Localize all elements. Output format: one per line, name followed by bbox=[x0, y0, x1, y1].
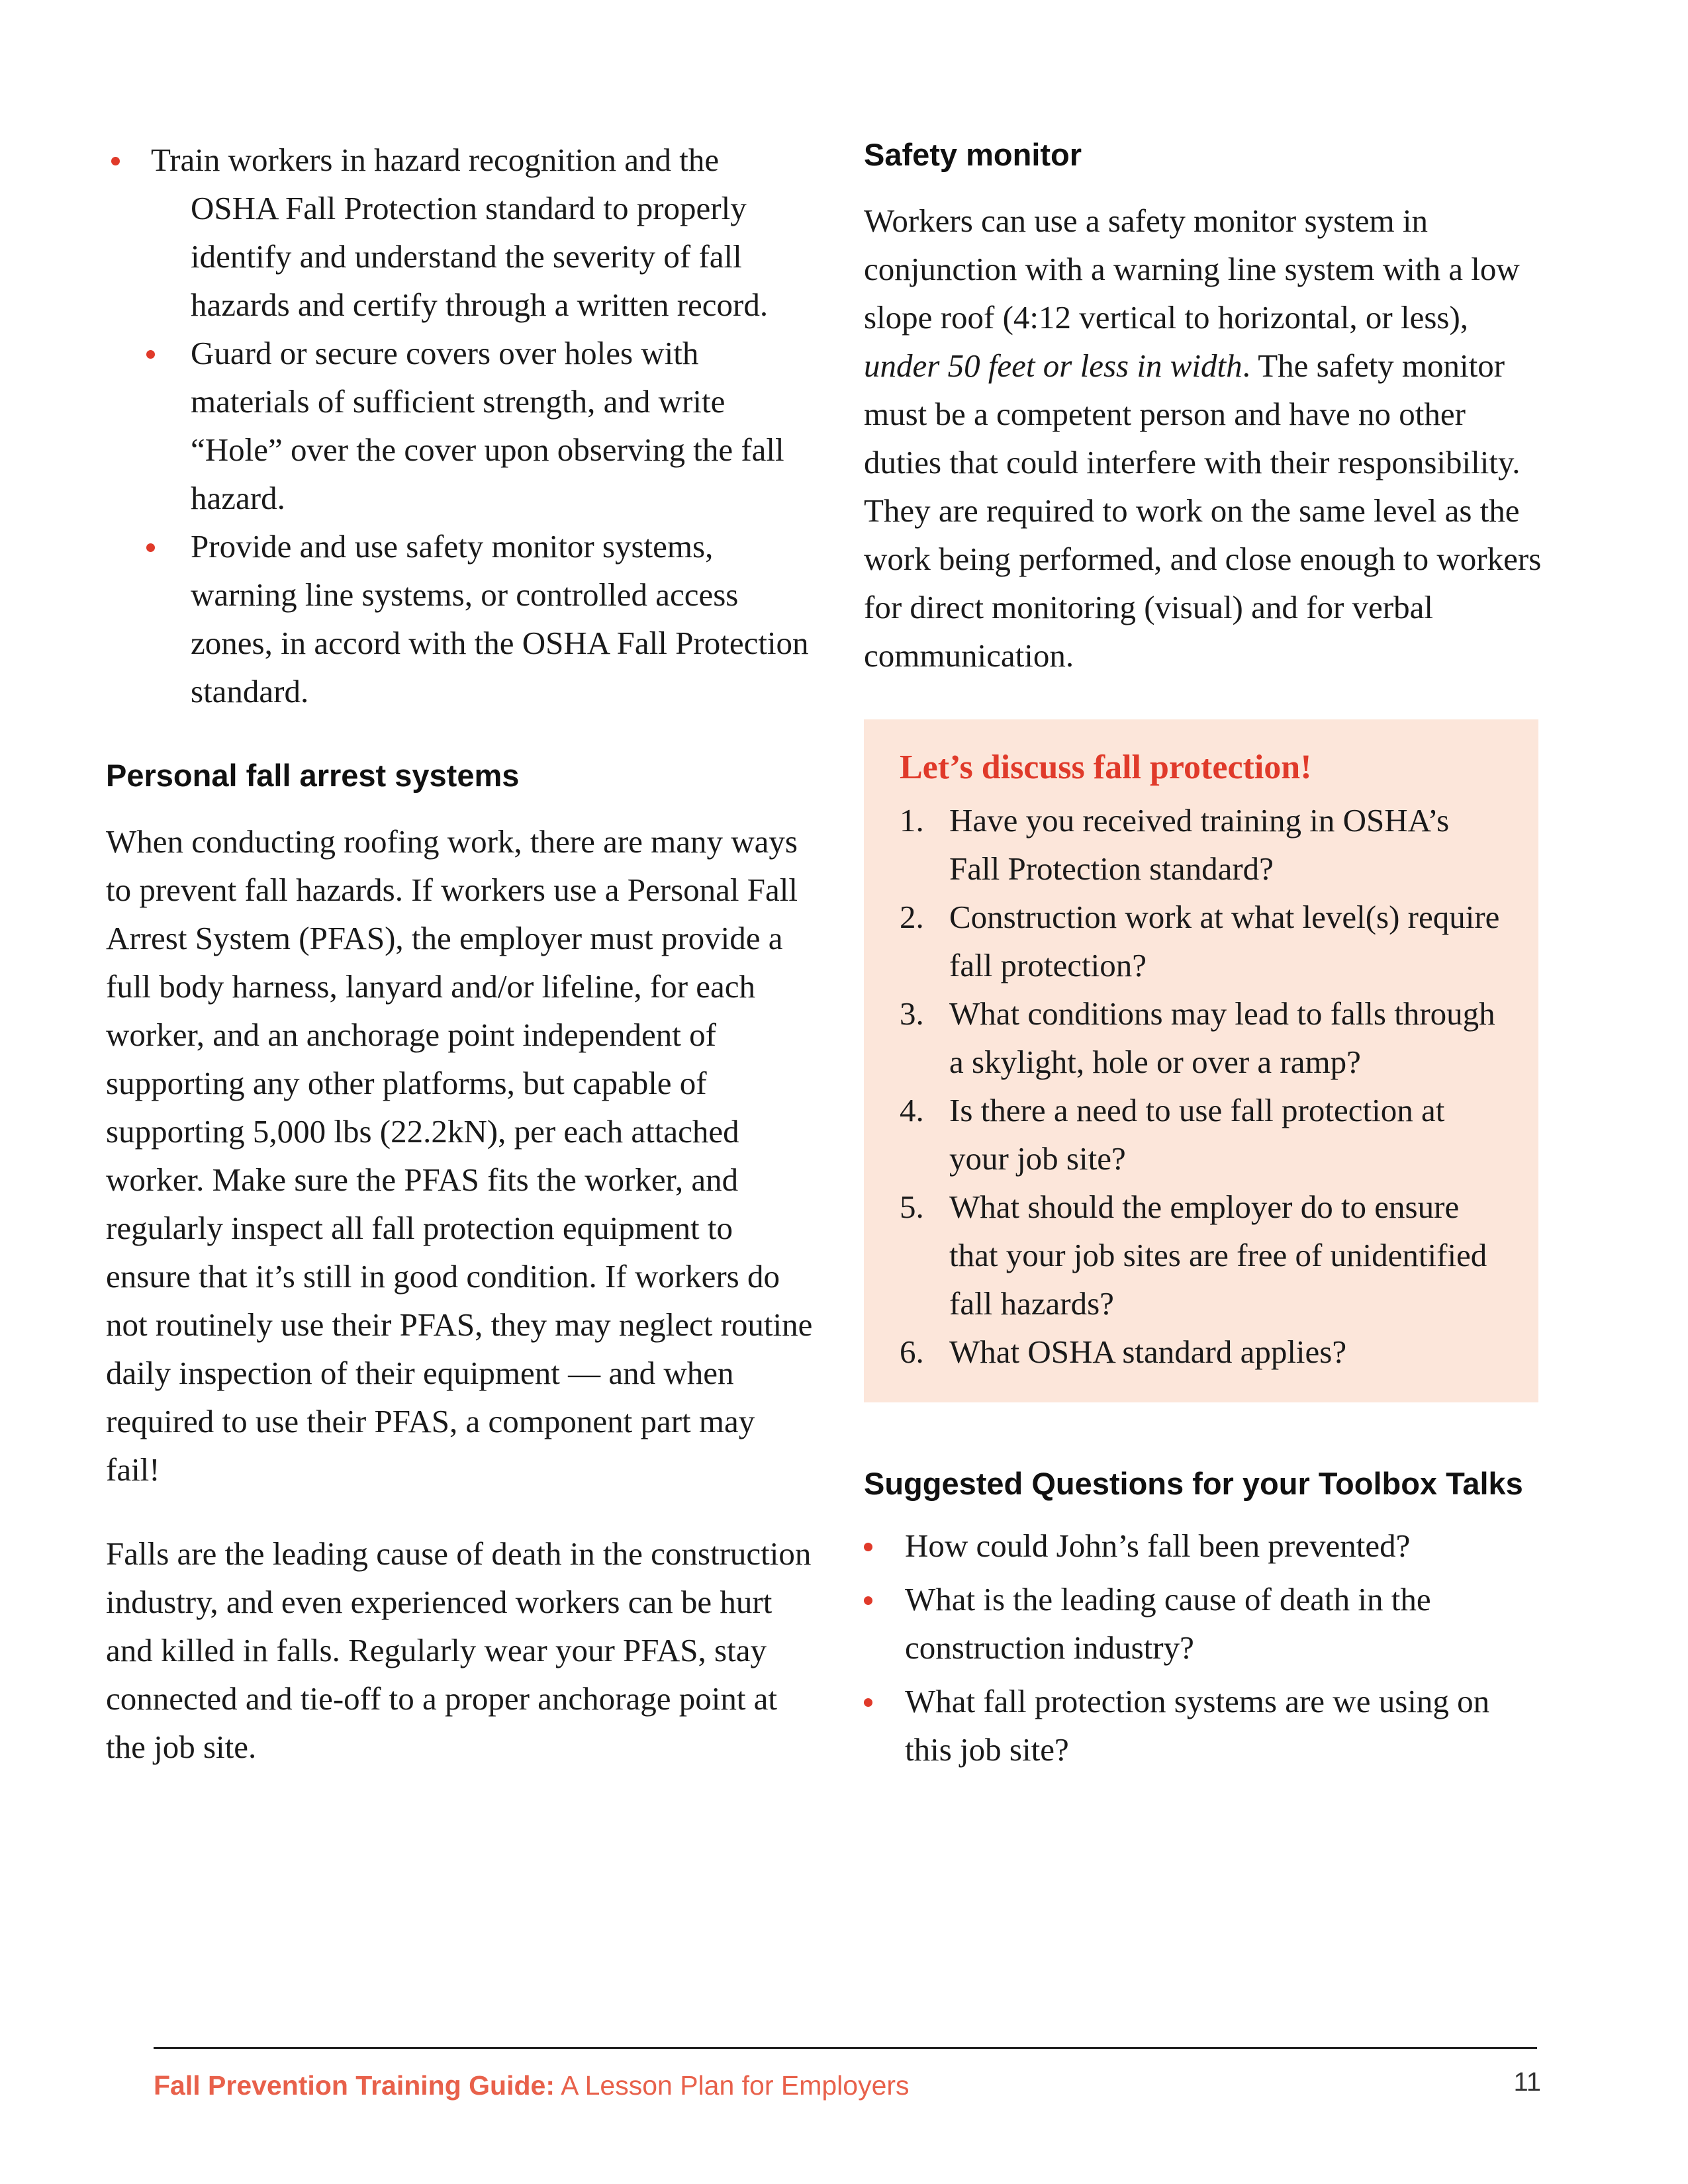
bullet-icon bbox=[146, 350, 155, 359]
monitor-paragraph bbox=[864, 197, 1542, 680]
list-item bbox=[106, 329, 814, 522]
list-item bbox=[900, 796, 1503, 893]
item-number: 2. bbox=[900, 899, 924, 935]
bullet-icon bbox=[864, 1596, 872, 1605]
list-item bbox=[900, 1183, 1503, 1328]
list-item bbox=[900, 1086, 1503, 1183]
footer-divider bbox=[154, 2047, 1537, 2049]
bullet-text: Provide and use safety monitor systems, warning line systems, or controlled access zones, in accord with the OSHA Fall Protection standard. bbox=[191, 528, 809, 709]
monitor-text-italic: under 50 feet or less in width bbox=[864, 347, 1243, 384]
left-column bbox=[106, 136, 814, 1771]
footer-title-rest: A Lesson Plan for Employers bbox=[554, 2070, 910, 2101]
list-item bbox=[900, 989, 1503, 1086]
pfas-heading: Personal fall arrest systems bbox=[106, 758, 520, 793]
list-item bbox=[864, 1677, 1542, 1774]
bullet-text-line1: Train workers in hazard recognition and the bbox=[151, 142, 720, 178]
falls-paragraph: Falls are the leading cause of death in the construction industry, and even experienced workers can be hurt and killed in falls. Regularly wear your PFAS, stay connected and tie-off to a proper anchorage point at the job site. bbox=[106, 1535, 812, 1765]
discussion-title: Let’s discuss fall protection! bbox=[900, 749, 1312, 786]
bullet-text: Guard or secure covers over holes with materials of sufficient strength, and write “Hole” over the cover upon observing the fall hazard. bbox=[191, 335, 784, 516]
list-item bbox=[864, 1575, 1542, 1672]
bullet-icon bbox=[111, 157, 120, 165]
list-item bbox=[900, 893, 1503, 989]
hazard-bullet-list bbox=[106, 136, 814, 715]
right-column bbox=[864, 136, 1542, 1779]
question-text: What is the leading cause of death in the construction industry? bbox=[905, 1581, 1431, 1666]
item-text: Construction work at what level(s) require fall protection? bbox=[949, 899, 1500, 983]
item-number: 5. bbox=[900, 1189, 924, 1225]
footer-title bbox=[154, 2070, 910, 2101]
list-item bbox=[106, 522, 814, 715]
pfas-paragraph: When conducting roofing work, there are many ways to prevent fall hazards. If workers use a Personal Fall Arrest System (PFAS), the employer must provide a full body harness, lanyard and/or lifeline, for each worker, and an anchorage point independent of supporting any other platforms, but capable of supporting 5,000 lbs (22.2kN), per each attached worker. Make sure the PFAS fits the worker, and regularly inspect all fall protection equipment to ensure that it’s still in good condition. If workers do not routinely use their PFAS, they may neglect routine daily inspection of their equipment — and when required to use their PFAS, a component part may fail! bbox=[106, 823, 813, 1488]
item-number: 3. bbox=[900, 995, 924, 1032]
page-number: 11 bbox=[1513, 2068, 1541, 2097]
footer-title-bold: Fall Prevention Training Guide: bbox=[154, 2070, 555, 2101]
item-text: Is there a need to use fall protection at your job site? bbox=[949, 1092, 1445, 1177]
monitor-text-part1: Workers can use a safety monitor system in conjunction with a warning line system with a low slope roof (4:12 vertical to horizontal, or less), bbox=[864, 203, 1520, 336]
question-text: How could John’s fall been prevented? bbox=[905, 1527, 1411, 1564]
list-item bbox=[864, 1522, 1542, 1570]
bullet-icon bbox=[864, 1698, 872, 1707]
toolbox-questions-heading: Suggested Questions for your Toolbox Talks bbox=[864, 1466, 1523, 1501]
question-text: What fall protection systems are we using on this job site? bbox=[905, 1683, 1490, 1768]
item-text: What should the employer do to ensure that your job sites are free of unidentified fall hazards? bbox=[949, 1189, 1487, 1322]
discussion-list bbox=[900, 796, 1503, 1376]
monitor-text-part2: . The safety monitor must be a competent person and have no other duties that could interfere with their responsibility. They are required to work on the same level as the work being performed, and close enough to workers for direct monitoring (visual) and for verbal communication. bbox=[864, 347, 1542, 674]
discussion-box bbox=[864, 719, 1538, 1402]
bullet-icon bbox=[146, 543, 155, 552]
bullet-icon bbox=[864, 1543, 872, 1551]
monitor-heading: Safety monitor bbox=[864, 137, 1082, 172]
item-number: 6. bbox=[900, 1334, 924, 1370]
list-item bbox=[106, 136, 814, 329]
bullet-text-continuation: OSHA Fall Protection standard to properly identify and understand the severity of fall hazards and certify through a written record. bbox=[191, 190, 769, 323]
item-text: Have you received training in OSHA’s Fall Protection standard? bbox=[949, 802, 1450, 887]
list-item bbox=[900, 1328, 1503, 1376]
item-number: 4. bbox=[900, 1092, 924, 1128]
item-text: What conditions may lead to falls through a skylight, hole or over a ramp? bbox=[949, 995, 1495, 1080]
item-text: What OSHA standard applies? bbox=[949, 1334, 1347, 1370]
item-number: 1. bbox=[900, 802, 924, 839]
toolbox-questions-list bbox=[864, 1522, 1542, 1774]
